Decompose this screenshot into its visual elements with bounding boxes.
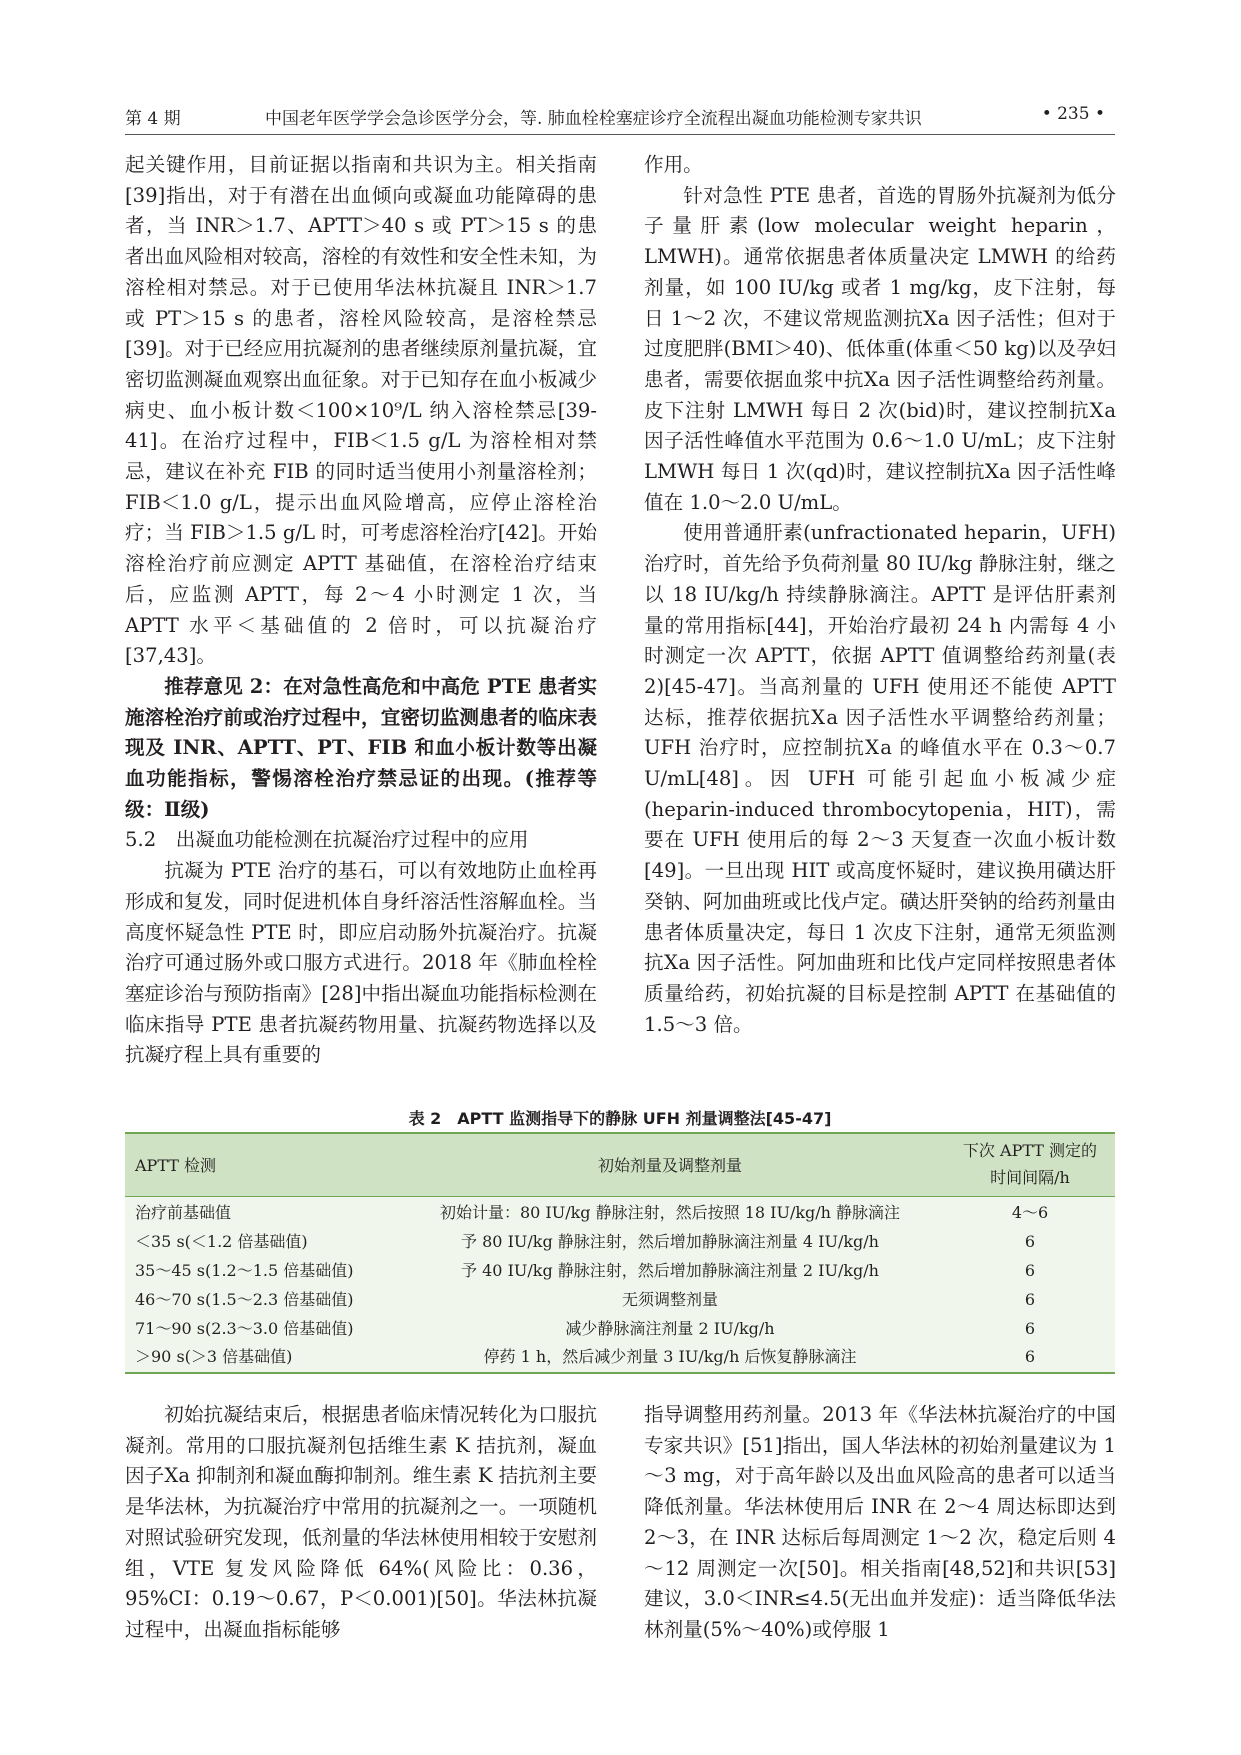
table-row bbox=[125, 1227, 1115, 1256]
table-header-row bbox=[125, 1134, 1115, 1197]
cell-dose: 初始计量：80 IU/kg 静脉注射，然后按照 18 IU/kg/h 静脉滴注 bbox=[439, 1203, 901, 1222]
cell-dose: 停药 1 h，然后减少剂量 3 IU/kg/h 后恢复静脉滴注 bbox=[483, 1347, 857, 1366]
cell-aptt: 治疗前基础值 bbox=[135, 1203, 232, 1222]
cell-interval: 4～6 bbox=[1011, 1203, 1049, 1222]
recommendation-2: 推荐意见 2：在对急性高危和中高危 PTE 患者实施溶栓治疗前或治疗过程中，宜密切监测患者的临床表现及 INR、APTT、PT、FIB 和血小板计数等出凝血功能指标，警惕溶栓治疗禁忌证的出现。(推荐等级：Ⅱ级) bbox=[125, 674, 597, 821]
ufh-dose-table bbox=[125, 1132, 1115, 1374]
paragraph-continuation: 作用。 bbox=[644, 153, 703, 176]
left-column-top bbox=[125, 150, 597, 1071]
header-aptt: APTT 检测 bbox=[135, 1156, 217, 1175]
right-column-top bbox=[644, 150, 1116, 1040]
table-row bbox=[125, 1285, 1115, 1314]
running-title: 中国老年医学学会急诊医学分会，等. 肺血栓栓塞症诊疗全流程出凝血功能检测专家共识 bbox=[265, 109, 922, 129]
paragraph-thrombolysis-contraindications: 起关键作用，目前证据以指南和共识为主。相关指南[39]指出，对于有潜在出血倾向或凝血功能障碍的患者，当 INR＞1.7、APTT＞40 s 或 PT＞15 s 的患者出血风险相对较高，溶栓的有效性和安全性未知，为溶栓相对禁忌。对于已使用华法林抗凝且 INR＞1.7 或 PT＞15 s 的患者，溶栓风险较高，是溶栓禁忌[39]。对于已经应用抗凝剂的患者继续原剂量抗凝，宜密切监测凝血观察出血征象。对于已知存在血小板减少病史、血小板计数＜100×10⁹/L 纳入溶栓禁忌[39-41]。在治疗过程中，FIB＜1.5 g/L 为溶栓相对禁忌，建议在补充 FIB 的同时适当使用小剂量溶栓剂；FIB＜1.0 g/L，提示出血风险增高，应停止溶栓治疗；当 FIB＞1.5 g/L 时，可考虑溶栓治疗[42]。开始溶栓治疗前应测定 APTT 基础值，在溶栓治疗结束后，应监测 APTT，每 2～4 小时测定 1 次，当 APTT 水平＜基础值的 2 倍时，可以抗凝治疗[37,43]。 bbox=[125, 153, 597, 668]
cell-aptt: ＞90 s(＞3 倍基础值) bbox=[135, 1347, 293, 1366]
header-interval bbox=[945, 1137, 1115, 1191]
cell-dose: 予 80 IU/kg 静脉注射，然后增加静脉滴注剂量 4 IU/kg/h bbox=[461, 1232, 879, 1251]
cell-interval: 6 bbox=[1024, 1232, 1036, 1251]
table-row bbox=[125, 1342, 1115, 1371]
cell-aptt: 71～90 s(2.3～3.0 倍基础值) bbox=[135, 1319, 354, 1338]
left-column-bottom bbox=[125, 1400, 597, 1646]
cell-dose: 减少静脉滴注剂量 2 IU/kg/h bbox=[565, 1319, 775, 1338]
cell-aptt: 46～70 s(1.5～2.3 倍基础值) bbox=[135, 1290, 354, 1309]
cell-interval: 6 bbox=[1024, 1261, 1036, 1280]
paragraph-anticoagulation-intro: 抗凝为 PTE 治疗的基石，可以有效地防止血栓再形成和复发，同时促进机体自身纤溶活性溶解血栓。当高度怀疑急性 PTE 时，即应启动肠外抗凝治疗。抗凝治疗可通过肠外或口服方式进行。2018 年《肺血栓栓塞症诊治与预防指南》[28]中指出凝血功能指标检测在临床指导 PTE 患者抗凝药物用量、抗凝药物选择以及抗凝疗程上具有重要的 bbox=[125, 859, 597, 1067]
table-row bbox=[125, 1256, 1115, 1285]
header-interval-line2: 时间间隔/h bbox=[990, 1168, 1070, 1187]
table-row bbox=[125, 1314, 1115, 1343]
right-column-bottom bbox=[644, 1400, 1116, 1646]
issue-number: 第 4 期 bbox=[125, 109, 181, 129]
running-header bbox=[125, 98, 1115, 135]
table-caption: 表 2 APTT 监测指导下的静脉 UFH 剂量调整法[45-47] bbox=[408, 1109, 832, 1128]
table-row bbox=[125, 1198, 1115, 1227]
cell-aptt: 35～45 s(1.2～1.5 倍基础值) bbox=[135, 1261, 354, 1280]
cell-dose: 无须调整剂量 bbox=[621, 1290, 719, 1309]
paragraph-oral-anticoagulants: 初始抗凝结束后，根据患者临床情况转化为口服抗凝剂。常用的口服抗凝剂包括维生素 K 拮抗剂，凝血因子Ⅹa 抑制剂和凝血酶抑制剂。维生素 K 拮抗剂主要是华法林，为抗凝治疗中常用的抗凝剂之一。一项随机对照试验研究发现，低剂量的华法林使用相较于安慰剂组，VTE 复发风险降低 64%(风险比：0.36，95%CI：0.19～0.67，P＜0.001)[50]。华法林抗凝过程中，出凝血指标能够 bbox=[125, 1403, 597, 1641]
cell-interval: 6 bbox=[1024, 1347, 1036, 1366]
cell-aptt: ＜35 s(＜1.2 倍基础值) bbox=[135, 1232, 308, 1251]
cell-interval: 6 bbox=[1024, 1319, 1036, 1338]
cell-interval: 6 bbox=[1024, 1290, 1036, 1309]
header-interval-line1: 下次 APTT 测定的 bbox=[962, 1141, 1098, 1160]
paragraph-ufh: 使用普通肝素(unfractionated heparin，UFH)治疗时，首先给予负荷剂量 80 IU/kg 静脉注射，继之以 18 IU/kg/h 持续静脉滴注。APTT 是评估肝素剂量的常用指标[44]，开始治疗最初 24 h 内需每 4 小时测定一次 APTT，依据 APTT 值调整给药剂量(表 2)[45-47]。当高剂量的 UFH 使用还不能使 APTT 达标，推荐依据抗Ⅹa 因子活性水平调整给药剂量；UFH 治疗时，应控制抗Ⅹa 的峰值水平在 0.3～0.7 U/mL[48]。因 UFH 可能引起血小板减少症(heparin-induced thrombocytopenia，HIT)，需要在 UFH 使用后的每 2～3 天复查一次血小板计数[49]。一旦出现 HIT 或高度怀疑时，建议换用磺达肝癸钠、阿加曲班或比伐卢定。磺达肝癸钠的给药剂量由患者体质量决定，每日 1 次皮下注射，通常无须监测抗Ⅹa 因子活性。阿加曲班和比伐卢定同样按照患者体质量给药，初始抗凝的目标是控制 APTT 在基础值的 1.5～3 倍。 bbox=[644, 521, 1116, 1036]
cell-dose: 予 40 IU/kg 静脉注射，然后增加静脉滴注剂量 2 IU/kg/h bbox=[461, 1261, 879, 1280]
paragraph-lmwh: 针对急性 PTE 患者，首选的胃肠外抗凝剂为低分子量肝素(low molecular weight heparin，LMWH)。通常依据患者体质量决定 LMWH 的给药剂量，如 100 IU/kg 或者 1 mg/kg，皮下注射，每日 1～2 次，不建议常规监测抗Ⅹa 因子活性；但对于过度肥胖(BMI＞40)、低体重(体重＜50 kg)以及孕妇患者，需要依据血浆中抗Ⅹa 因子活性调整给药剂量。皮下注射 LMWH 每日 2 次(bid)时，建议控制抗Ⅹa 因子活性峰值水平范围为 0.6～1.0 U/mL；皮下注射 LMWH 每日 1 次(qd)时，建议控制抗Ⅹa 因子活性峰值在 1.0～2.0 U/mL。 bbox=[644, 183, 1116, 514]
header-dose: 初始剂量及调整剂量 bbox=[597, 1156, 743, 1175]
paragraph-warfarin-dosing: 指导调整用药剂量。2013 年《华法林抗凝治疗的中国专家共识》[51]指出，国人华法林的初始剂量建议为 1～3 mg，对于高年龄以及出血风险高的患者可以适当降低剂量。华法林使用后 INR 在 2～4 周达标即达到 2～3，在 INR 达标后每周测定 1～2 次，稳定后则 4～12 周测定一次[50]。相关指南[48,52]和共识[53]建议，3.0＜INR≤4.5(无出血并发症)：适当降低华法林剂量(5%～40%)或停服 1 bbox=[644, 1403, 1116, 1641]
page-number: • 235 • bbox=[1041, 104, 1105, 124]
section-heading-5-2: 5.2 出凝血功能检测在抗凝治疗过程中的应用 bbox=[125, 828, 529, 852]
